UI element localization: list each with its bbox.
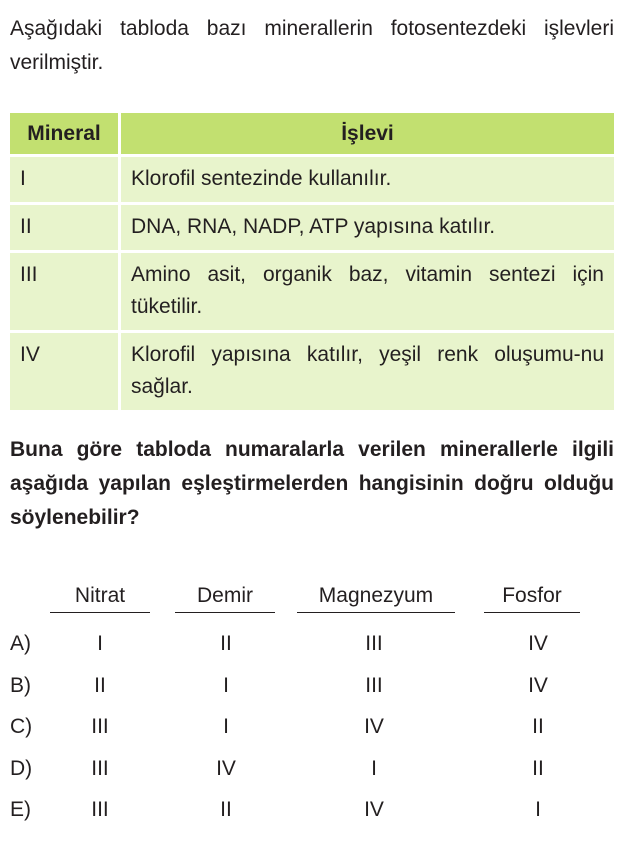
option-b-nitrat: II [94,674,106,697]
table-row [10,204,614,252]
option-e-fosfor: I [535,798,541,821]
column-underline [484,612,580,613]
table-row [10,156,614,204]
option-e-magnezyum: IV [364,798,384,821]
header-mineral: Mineral [10,113,120,156]
table-row [10,252,614,332]
column-underline [50,612,150,613]
column-underline [297,612,455,613]
option-e-letter[interactable]: E) [10,798,31,821]
column-header-fosfor: Fosfor [502,584,562,607]
mineral-cell: II [10,204,120,252]
option-b-magnezyum: III [365,674,383,697]
option-e-demir: II [220,798,232,821]
option-d-magnezyum: I [371,757,377,780]
intro-text: Aşağıdaki tabloda bazı minerallerin fotosentezdeki işlevleri verilmiştir. [10,17,614,74]
option-d-letter[interactable]: D) [10,757,33,780]
mineral-table [10,113,614,413]
option-b-demir: I [223,674,229,697]
option-a-demir: II [220,632,232,655]
option-d-nitrat: III [91,757,109,780]
table-header-row [10,113,614,156]
option-d-demir: IV [216,757,236,780]
option-e-nitrat: III [91,798,109,821]
mineral-cell: IV [10,332,120,412]
column-header-demir: Demir [197,584,253,607]
option-c-demir: I [223,715,229,738]
function-cell: Klorofil yapısına katılır, yeşil renk oluşumu-nu sağlar. [120,332,615,412]
mineral-cell: I [10,156,120,204]
option-d-fosfor: II [532,757,544,780]
option-c-fosfor: II [532,715,544,738]
option-c-nitrat: III [91,715,109,738]
option-c-magnezyum: IV [364,715,384,738]
table-row [10,332,614,412]
column-header-nitrat: Nitrat [74,584,126,607]
option-b-fosfor: IV [528,674,548,697]
column-underline [175,612,275,613]
option-a-magnezyum: III [365,632,383,655]
option-c-letter[interactable]: C) [10,715,33,738]
option-a-letter[interactable]: A) [10,632,31,655]
option-a-fosfor: IV [528,632,548,655]
header-function: İşlevi [120,113,615,156]
function-cell: Klorofil sentezinde kullanılır. [120,156,615,204]
column-header-magnezyum: Magnezyum [318,584,434,607]
option-b-letter[interactable]: B) [10,674,31,697]
option-a-nitrat: I [97,632,103,655]
mineral-cell: III [10,252,120,332]
question-text: Buna göre tabloda numaralarla verilen minerallerle ilgili aşağıda yapılan eşleştirmelerden hangisinin doğru olduğu söylenebilir? [10,438,614,529]
function-cell: DNA, RNA, NADP, ATP yapısına katılır. [120,204,615,252]
function-cell: Amino asit, organik baz, vitamin sentezi için tüketilir. [120,252,615,332]
